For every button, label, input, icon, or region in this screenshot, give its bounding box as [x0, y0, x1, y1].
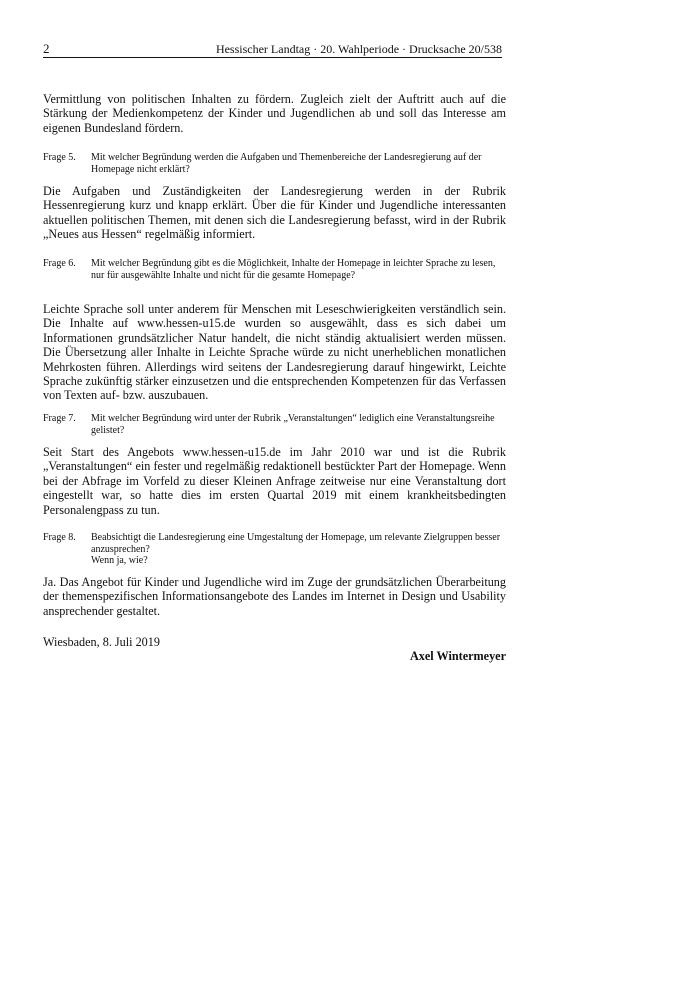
answer-5	[43, 184, 506, 242]
answer-8	[43, 575, 506, 618]
question-7	[43, 413, 506, 437]
intro-text: Vermittlung von politischen Inhalten zu fördern. Zugleich zielt der Auftritt auch auf die Stärkung der Medienkompetenz der Kinder und Jugendlichen ab und soll das Interesse am eigenen Bundesland fördern.	[43, 92, 506, 135]
answer-6	[43, 302, 506, 403]
answer-text: Die Aufgaben und Zuständigkeiten der Landesregierung werden in der Rubrik Hessenregierung kurz und knapp erklärt. Über die für Kinder und Jugendliche interessanten aktuellen politischen Themen, mit denen sich die Landesregierung befasst, wird in der Rubrik „Neues aus Hessen“ regelmäßig informiert.	[43, 184, 506, 242]
question-8	[43, 532, 506, 568]
question-text	[91, 532, 506, 567]
signature-name: Axel Wintermeyer	[410, 649, 506, 663]
answer-text: Ja. Das Angebot für Kinder und Jugendliche wird im Zuge der grundsätzlichen Überarbeitung der themenspezifischen Informationsangebote des Landes im Internet in Design und Usability ansprechender gestaltet.	[43, 575, 506, 618]
answer-text: Seit Start des Angebots www.hessen-u15.de im Jahr 2010 war und ist die Rubrik „Veranstaltungen“ ein fester und regelmäßig redaktionell bestückter Part der Homepage. Wenn bei der Abfrage im Vorfeld zu dieser Kleinen Anfrage zeitweise nur eine Veranstaltung dort eingestellt war, so hatte dies im ersten Quartal 2019 mit einem krankheitsbedingten Personalengpass zu tun.	[43, 445, 506, 517]
header-rule	[43, 57, 502, 58]
page-number: 2	[43, 41, 50, 56]
question-label: Frage 5.	[43, 152, 76, 163]
running-head: Hessischer Landtag · 20. Wahlperiode · Drucksache 20/538	[215, 42, 502, 56]
question-text-line: Beabsichtigt die Landesregierung eine Umgestaltung der Homepage, um relevante Zielgruppen besser anzusprechen?	[91, 532, 501, 555]
question-5	[43, 152, 506, 176]
question-text: Mit welcher Begründung gibt es die Möglichkeit, Inhalte der Homepage in leichter Sprache zu lesen, nur für ausgewählte Inhalte und nicht für die gesamte Homepage?	[91, 258, 496, 281]
question-label: Frage 8.	[43, 532, 76, 543]
question-followup: Wenn ja, wie?	[91, 555, 148, 567]
question-6	[43, 258, 506, 282]
answer-text: Leichte Sprache soll unter anderem für Menschen mit Leseschwierigkeiten verständlich sein. Die Inhalte auf www.hessen-u15.de wurden so ausgewählt, dass es sich dabei um Informationen grundsätzlicher Natur handelt, die nicht ständig aktualisiert werden müssen. Die Übersetzung aller Inhalte in Leichte Sprache würde zu nicht unerheblichen monatlichen Mehrkosten führen. Allerdings wird seitens der Landesregierung darauf hingewirkt, Leichte Sprache zukünftig stärker einzusetzen und die entsprechenden Kompetenzen für das Verfassen von Texten auf- bzw. auszubauen.	[43, 302, 506, 403]
answer-7	[43, 445, 506, 517]
question-label: Frage 7.	[43, 413, 76, 424]
signature-place-date: Wiesbaden, 8. Juli 2019	[43, 635, 160, 649]
question-text: Mit welcher Begründung werden die Aufgaben und Themenbereiche der Landesregierung auf der Homepage nicht erklärt?	[91, 152, 482, 175]
question-label: Frage 6.	[43, 258, 76, 269]
intro-paragraph	[43, 92, 506, 135]
question-text: Mit welcher Begründung wird unter der Rubrik „Veranstaltungen“ lediglich eine Veranstaltungsreihe gelistet?	[91, 413, 495, 436]
